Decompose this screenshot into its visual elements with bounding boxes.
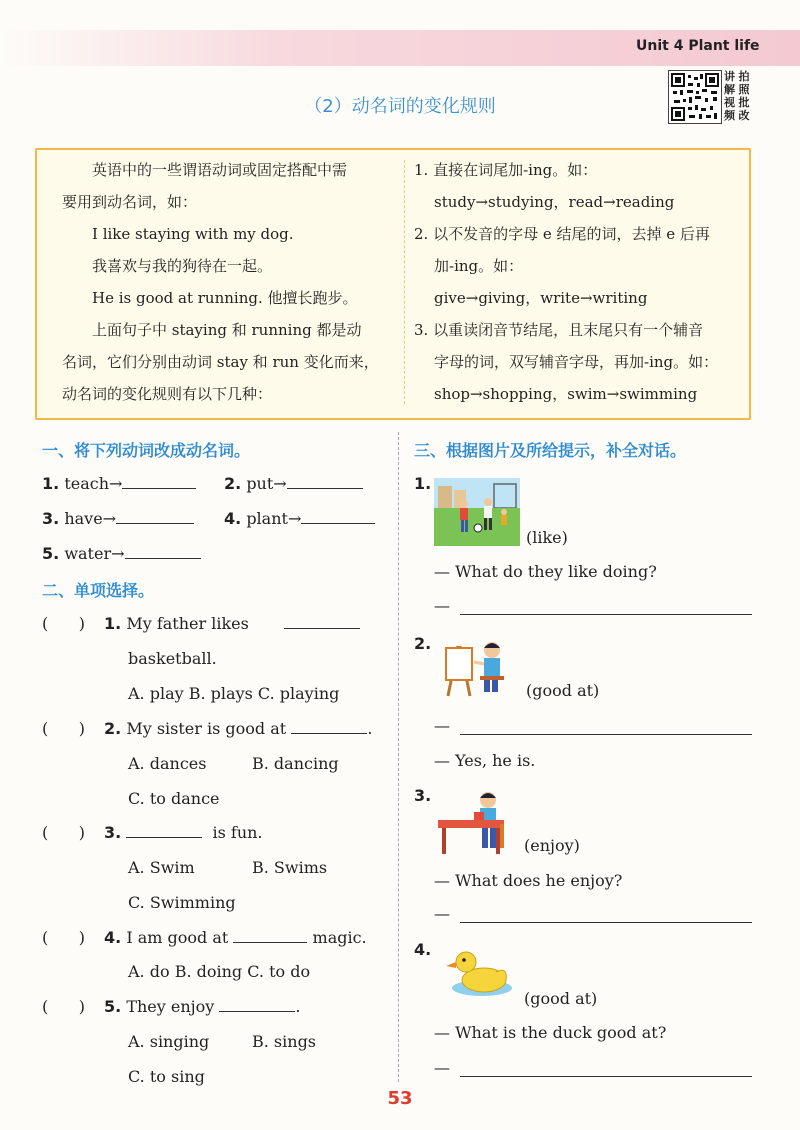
verb-item: 2. put→ <box>224 474 363 493</box>
answer-bracket[interactable]: ( ) <box>42 614 85 633</box>
dialog-dash: — <box>434 716 450 735</box>
rules-left-end <box>62 346 379 410</box>
dialog-number: 1. <box>414 474 432 493</box>
answer-blank[interactable] <box>301 509 375 524</box>
dialog-dash: — <box>434 904 450 923</box>
answer-blank[interactable] <box>284 614 360 629</box>
rule-text: 名词，它们分别由动词 stay 和 run 变化而来， <box>62 353 379 371</box>
rule-example: give→giving，write→writing <box>434 289 648 307</box>
section-title: （2）动名词的变化规则 <box>304 96 496 117</box>
column-divider <box>398 432 399 1082</box>
option-c: C. to sing <box>128 1067 205 1086</box>
dialog-question: — What is the duck good at? <box>434 1023 667 1042</box>
part3-heading: 三、根据图片及所给提示，补全对话。 <box>414 441 687 460</box>
hint-label: (good at) <box>526 681 600 700</box>
verb-item: 4. plant→ <box>224 509 375 528</box>
question-4: 4. I am good at magic. <box>104 928 367 947</box>
answer-blank[interactable] <box>287 474 363 489</box>
answer-bracket[interactable]: ( ) <box>42 823 85 842</box>
option-b: B. dancing <box>252 754 339 773</box>
answer-blank[interactable] <box>122 474 196 489</box>
unit-label: Unit 4 Plant life <box>636 38 760 54</box>
example-sentence: He is good at running. 他擅长跑步。 <box>92 289 358 307</box>
answer-bracket[interactable]: ( ) <box>42 997 85 1016</box>
option-a: A. dances <box>128 754 207 773</box>
option-c: C. to dance <box>128 789 220 808</box>
qr-caption: 讲 拍 解 照 视 批 频 改 <box>724 70 750 122</box>
dialog-number: 4. <box>414 940 432 959</box>
rules-right <box>414 154 718 410</box>
dialog-dash: — <box>434 1058 450 1077</box>
painting-boy-picture <box>440 636 510 698</box>
answer-blank[interactable] <box>125 544 201 559</box>
question-1: 1. My father likes <box>104 614 360 633</box>
football-picture <box>434 478 520 546</box>
answer-line[interactable] <box>460 734 752 735</box>
dialog-question: — What does he enjoy? <box>434 871 623 890</box>
answer-blank[interactable] <box>291 719 367 734</box>
rules-divider <box>404 160 405 404</box>
answer-blank[interactable] <box>116 509 194 524</box>
verb-item: 1. teach→ <box>42 474 196 493</box>
rule-example: study→studying，read→reading <box>434 193 675 211</box>
dialog-reply: — Yes, he is. <box>434 751 536 770</box>
answer-line[interactable] <box>460 614 752 615</box>
dialog-number: 2. <box>414 634 432 653</box>
option-a: A. singing <box>128 1032 210 1051</box>
rule-item: 1. 直接在词尾加-ing。如： <box>414 161 598 179</box>
rule-item-cont: 加-ing。如： <box>434 257 524 275</box>
answer-bracket[interactable]: ( ) <box>42 928 85 947</box>
hint-label: (like) <box>526 528 568 547</box>
verb-item: 5. water→ <box>42 544 201 563</box>
verb-item: 3. have→ <box>42 509 194 528</box>
option-c: C. Swimming <box>128 893 236 912</box>
answer-bracket[interactable]: ( ) <box>42 719 85 738</box>
page-number: 53 <box>387 1088 413 1109</box>
answer-blank[interactable] <box>219 997 295 1012</box>
reading-boy-picture <box>436 788 516 856</box>
duck-picture <box>444 944 516 1004</box>
answer-blank[interactable] <box>233 928 307 943</box>
rules-left <box>92 154 347 186</box>
question-1-options: A. play B. plays C. playing <box>128 684 340 703</box>
answer-line[interactable] <box>460 922 752 923</box>
rule-text: 英语中的一些谓语动词或固定搭配中需 <box>92 161 348 179</box>
rule-text: 上面句子中 staying 和 running 都是动 <box>92 321 362 339</box>
rule-text: 要用到动名词，如： <box>62 193 198 211</box>
question-2: 2. My sister is good at . <box>104 719 373 738</box>
question-4-options: A. do B. doing C. to do <box>128 962 311 981</box>
example-sentence: I like staying with my dog. <box>92 225 294 243</box>
rules-left-cont <box>62 186 197 218</box>
answer-line[interactable] <box>460 1076 752 1077</box>
hint-label: (good at) <box>524 989 598 1008</box>
dialog-number: 3. <box>414 786 432 805</box>
question-3: 3. is fun. <box>104 823 263 842</box>
part2-heading: 二、单项选择。 <box>42 581 155 600</box>
rule-item-cont: 字母的词，双写辅音字母，再加-ing。如： <box>434 353 719 371</box>
dialog-question: — What do they like doing? <box>434 562 657 581</box>
answer-blank[interactable] <box>126 823 202 838</box>
part1-heading: 一、将下列动词改成动名词。 <box>42 441 251 460</box>
rule-item: 3. 以重读闭音节结尾，且末尾只有一个辅音 <box>414 321 704 339</box>
option-b: B. sings <box>252 1032 317 1051</box>
rule-text: 动名词的变化规则有以下几种： <box>62 385 273 403</box>
dialog-dash: — <box>434 596 450 615</box>
rule-example: shop→shopping，swim→swimming <box>434 385 698 403</box>
option-b: B. Swims <box>252 858 328 877</box>
question-5: 5. They enjoy . <box>104 997 301 1016</box>
example-translation: 我喜欢与我的狗待在一起。 <box>92 257 273 275</box>
option-a: A. Swim <box>128 858 195 877</box>
hint-label: (enjoy) <box>524 836 580 855</box>
question-1-cont: basketball. <box>128 649 217 668</box>
rules-left-examples <box>92 218 362 346</box>
rule-item: 2. 以不发音的字母 e 结尾的词，去掉 e 后再 <box>414 225 710 243</box>
